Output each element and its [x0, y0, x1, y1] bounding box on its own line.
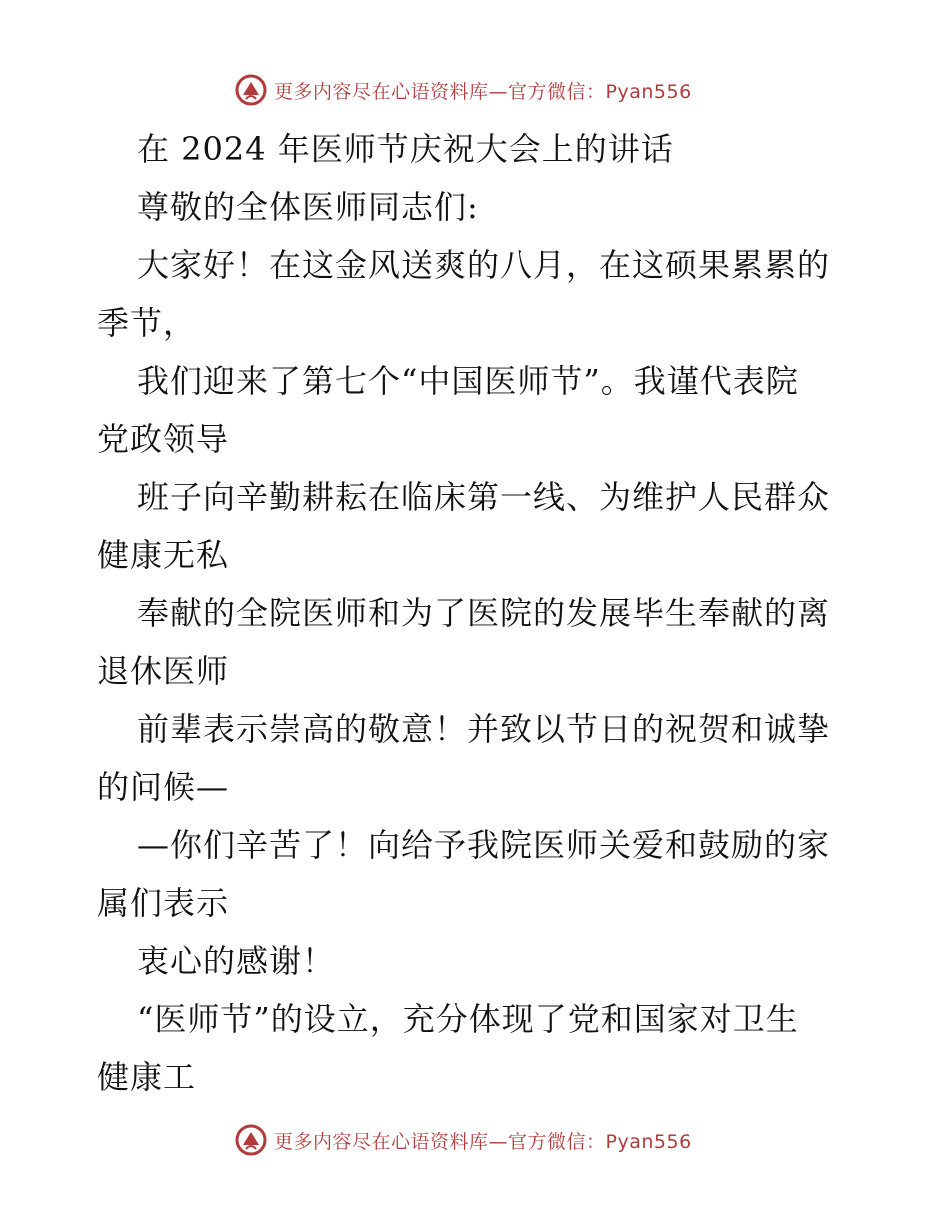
logo-icon: [234, 73, 268, 107]
logo-icon: [234, 1123, 268, 1157]
header-banner: [234, 70, 692, 110]
footer-banner: [234, 1120, 692, 1160]
text-line: “医师节”的设立，充分体现了党和国家对卫生: [137, 1000, 799, 1038]
text-line: 的问候—: [97, 768, 230, 806]
text-line: 我们迎来了第七个“中国医师节”。我谨代表院: [137, 362, 799, 400]
text-line: 健康无私: [97, 536, 230, 574]
text-line: 季节，: [97, 304, 197, 342]
document-body: [97, 120, 852, 1106]
salutation: 尊敬的全体医师同志们:: [137, 188, 479, 226]
header-banner-text: 更多内容尽在心语资料库—官方微信：Pyan556: [274, 80, 692, 103]
text-line: 党政领导: [97, 420, 230, 458]
text-line: 健康工: [97, 1058, 197, 1096]
text-line: 衷心的感谢！: [137, 942, 336, 980]
footer-banner-text: 更多内容尽在心语资料库—官方微信：Pyan556: [274, 1130, 692, 1153]
text-line: 奉献的全院医师和为了医院的发展毕生奉献的离: [137, 594, 831, 632]
document-title: 在 2024 年医师节庆祝大会上的讲话: [137, 130, 674, 168]
text-line: 属们表示: [97, 884, 230, 922]
text-line: 大家好！在这金风送爽的八月，在这硕果累累的: [137, 246, 831, 284]
text-line: 前辈表示崇高的敬意！并致以节日的祝贺和诚挚: [137, 710, 831, 748]
text-line: 班子向辛勤耕耘在临床第一线、为维护人民群众: [137, 478, 831, 516]
text-line: —你们辛苦了！向给予我院医师关爱和鼓励的家: [137, 826, 831, 864]
text-line: 退休医师: [97, 652, 230, 690]
